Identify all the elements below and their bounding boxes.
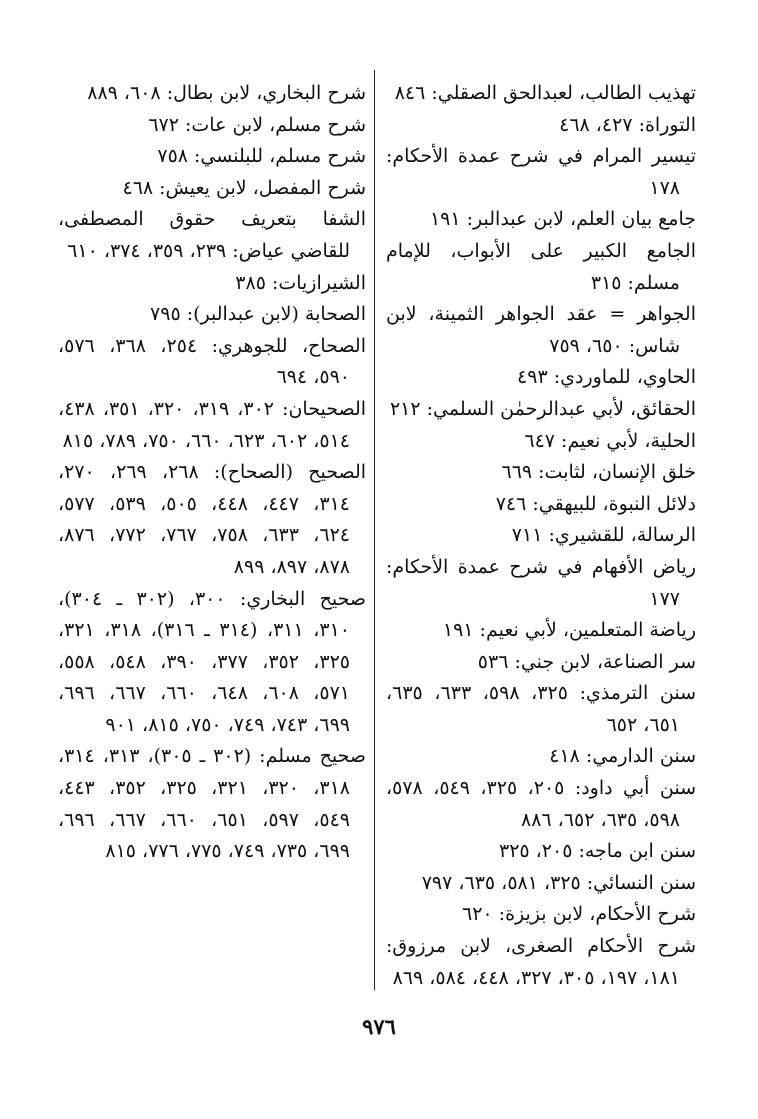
index-entry: الحقائق، لأبي عبدالرحمٰن السلمي: ٢١٢ xyxy=(389,397,696,420)
index-entry: صحيح مسلم: (٣٠٢ ـ ٣٠٥)، ٣١٣، ٣١٤، ٣١٨، ٣٢٠، ٣٢١، ٣٢٥، ٣٥٢، ٤٤٣، ٥٤٩، ٥٩٧، ٦٥١، ٦٦٠، ٦٦٧، ٦٩٦، ٦٩٩، ٧٣٥، ٧٤٩، ٧٧٥، ٧٧٦، ٨١٥ xyxy=(58,745,366,863)
index-entry: الحلية، لأبي نعيم: ٦٤٧ xyxy=(524,429,696,452)
index-entry: الحاوي، للماوردي: ٤٩٣ xyxy=(517,366,696,389)
index-column-left xyxy=(58,78,366,868)
index-entry: الرسالة، للقشيري: ٧١١ xyxy=(511,524,696,547)
index-entry: شرح المفصل، لابن يعيش: ٤٦٨ xyxy=(122,176,366,199)
index-entry: الصحابة (لابن عبدالبر): ٧٩٥ xyxy=(150,303,366,326)
index-entry: الشيرازيات: ٣٨٥ xyxy=(235,271,366,294)
index-entry: سنن النسائي: ٣٢٥، ٥٨١، ٦٣٥، ٧٩٧ xyxy=(421,871,696,894)
index-entry: الصحاح، للجوهري: ٢٥٤، ٣٦٨، ٥٧٦، ٥٩٠، ٦٩٤ xyxy=(58,334,366,389)
index-entry: الصحيحان: ٣٠٢، ٣١٩، ٣٢٠، ٣٥١، ٤٣٨، ٥١٤، ٦٠٢، ٦٢٣، ٦٦٠، ٧٥٠، ٧٨٩، ٨١٥ xyxy=(58,397,367,452)
index-entry: سنن الترمذي: ٣٢٥، ٥٩٨، ٦٣٣، ٦٣٥، ٦٥١، ٦٥٢ xyxy=(386,682,697,736)
index-entry: شرح الأحكام الصغرى، لابن مرزوق: ١٨١، ١٩٧، ٣٠٥، ٣٢٧، ٤٤٨، ٥٨٤، ٨٦٩ xyxy=(386,935,696,989)
index-entry: صحيح البخاري: ٣٠٠، (٣٠٢ ـ ٣٠٤)، ٣١٠، ٣١١، (٣١٤ ـ ٣١٦)، ٣١٨، ٣٢١، ٣٢٥، ٣٥٢، ٣٧٧، ٣٩٠، ٥٤٨، ٥٥٨، ٥٧١، ٦٠٨، ٦٤٨، ٦٦٠، ٦٦٧، ٦٩٦، ٦٩٩، ٧٤٣، ٧٤٩، ٧٥٠، ٨١٥، ٩٠١ xyxy=(58,587,366,736)
index-entry: تيسير المرام في شرح عمدة الأحكام: ١٧٨ xyxy=(386,145,696,199)
index-column-right xyxy=(386,78,696,994)
index-entry: سنن الدارمي: ٤١٨ xyxy=(549,745,696,768)
index-entry: سنن ابن ماجه: ٢٠٥، ٣٢٥ xyxy=(499,840,696,863)
index-entry: جامع بيان العلم، لابن عبدالبر: ١٩١ xyxy=(429,208,696,231)
index-entry: شرح مسلم، للبلنسي: ٧٥٨ xyxy=(157,145,366,168)
index-entry: رياضة المتعلمين، لأبي نعيم: ١٩١ xyxy=(442,619,696,642)
index-entry: دلائل النبوة، للبيهقي: ٧٤٦ xyxy=(495,492,696,515)
index-entry: رياض الأفهام في شرح عمدة الأحكام: ١٧٧ xyxy=(386,555,696,610)
index-entry: شرح البخاري، لابن بطال: ٦٠٨، ٨٨٩ xyxy=(87,82,366,104)
index-entry: شرح الأحكام، لابن بزيزة: ٦٢٠ xyxy=(462,903,696,926)
index-entry: التوراة: ٤٢٧، ٤٦٨ xyxy=(559,113,696,136)
index-entry: تهذيب الطالب، لعبدالحق الصقلي: ٨٤٦ xyxy=(394,82,696,104)
index-entry: شرح مسلم، لابن عات: ٦٧٢ xyxy=(148,113,366,136)
index-entry: الجواهر = عقد الجواهر الثمينة، لابن شاس: ٦٥٠، ٧٥٩ xyxy=(386,303,696,357)
index-entry: سنن أبي داود: ٢٠٥، ٣٢٥، ٥٤٩، ٥٧٨، ٥٩٨، ٦٣٥، ٦٥٢، ٨٨٦ xyxy=(386,777,697,831)
index-entry: الشفا بتعريف حقوق المصطفى، للقاضي عياض: ٢٣٩، ٣٥٩، ٣٧٤، ٦١٠ xyxy=(58,208,366,262)
index-entry: الصحيح (الصحاح): ٢٦٨، ٢٦٩، ٢٧٠، ٣١٤، ٤٤٧، ٤٤٨، ٥٠٥، ٥٣٩، ٥٧٧، ٦٢٤، ٦٣٣، ٧٥٨، ٧٦٧، ٧٧٢، ٨٧٦، ٨٧٨، ٨٩٧، ٨٩٩ xyxy=(58,461,367,578)
index-entry: خلق الإنسان، لثابت: ٦٦٩ xyxy=(501,461,696,484)
page-number: ٩٧٦ xyxy=(362,1014,396,1039)
index-entry: الجامع الكبير على الأبواب، للإمام مسلم: ٣١٥ xyxy=(386,239,696,294)
index-entry: سر الصناعة، لابن جني: ٥٣٦ xyxy=(477,650,696,673)
column-divider xyxy=(374,70,375,990)
